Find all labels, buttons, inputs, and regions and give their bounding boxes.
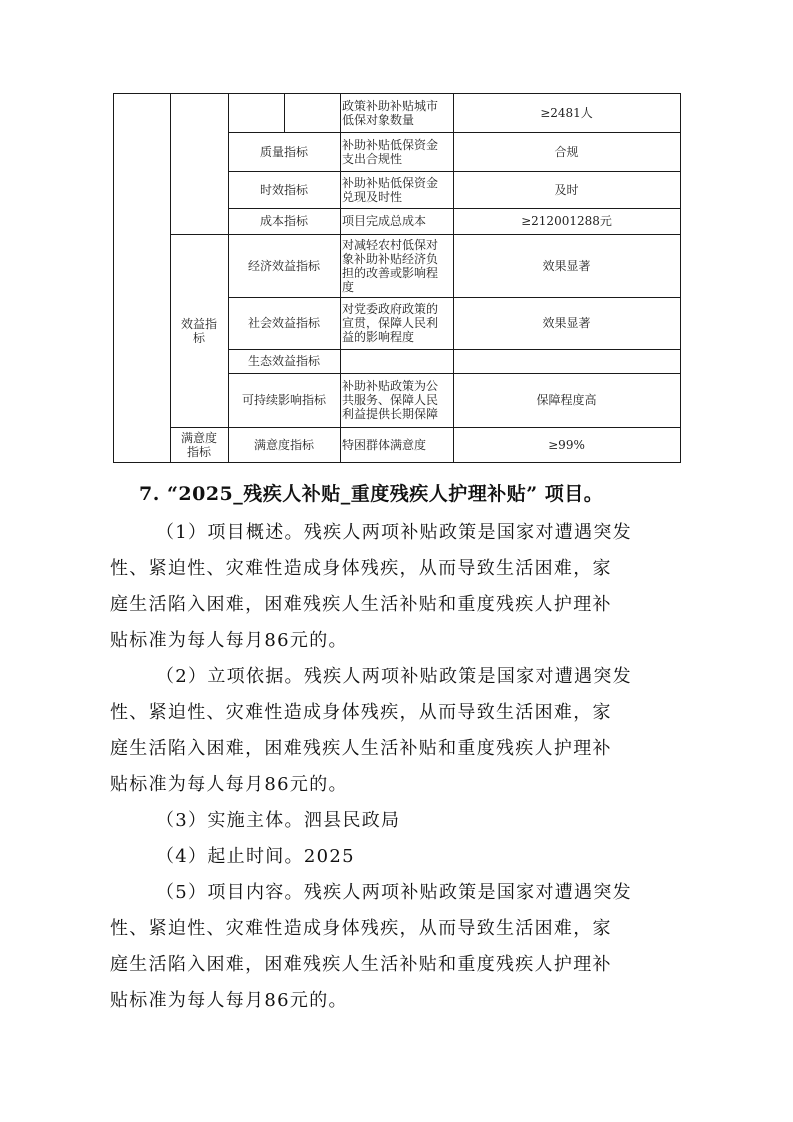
indicator-name-line: 支出合规性 [342, 151, 403, 166]
paragraph-line: 庭生活陷入困难，困难残疾人生活补贴和重度残疾人护理补 [110, 594, 612, 615]
indicator-name [342, 234, 453, 297]
indicator-subcategory: 社会效益指标 [247, 316, 320, 330]
table-border-bottom [113, 462, 681, 463]
indicator-name-line: 象补助补贴经济负 [342, 251, 439, 266]
paragraph [110, 803, 700, 839]
indicator-subcategory: 时效指标 [259, 182, 308, 197]
paragraph-line: 贴标准为每人每月86元的。 [110, 774, 348, 795]
indicator-name [342, 171, 453, 208]
indicator-name-line: 担的改善或影响程 [342, 265, 439, 280]
indicator-name [342, 132, 453, 171]
indicator-subcategory: 质量指标 [259, 144, 308, 159]
section-heading: 7. “2025_残疾人补贴_重度残疾人护理补贴” 项目。 [139, 483, 604, 505]
group-satisfaction-indicator [170, 427, 228, 462]
indicator-name-line: 补助补贴低保资金 [342, 175, 439, 190]
indicator-value: 保障程度高 [536, 393, 597, 407]
paragraph [110, 659, 700, 803]
group-benefit-indicator [170, 234, 228, 427]
paragraph-line: （5）项目内容。残疾人两项补贴政策是国家对遭遇突发 [156, 882, 632, 903]
indicator-name [342, 93, 453, 132]
indicator-name-line: 兑现及时性 [342, 189, 403, 204]
paragraph-line: 性、紧迫性、灾难性造成身体残疾，从而导致生活困难，家 [110, 918, 612, 939]
indicator-name-text [342, 176, 438, 204]
indicator-name-line: 宣贯，保障人民利 [342, 316, 439, 330]
table-border-left [113, 93, 114, 463]
indicator-name-line: 补助补贴低保资金 [342, 137, 439, 152]
paragraph-line: 贴标准为每人每月86元的。 [110, 990, 348, 1011]
indicator-subcategory: 经济效益指标 [247, 258, 320, 273]
indicator-name-line: 项目完成总成本 [342, 214, 427, 228]
paragraph [110, 515, 700, 659]
indicator-name-line: 政策补助补贴城市 [342, 98, 439, 113]
group-satisfaction-indicator-line: 满意度 [180, 430, 217, 445]
paragraph-line: 贴标准为每人每月86元的。 [110, 630, 348, 651]
indicator-name-line: 对减轻农村低保对 [342, 237, 439, 252]
paragraph-line: （4）起止时间。2025 [156, 846, 355, 867]
indicator-name-line: 度 [342, 279, 355, 294]
indicator-name [342, 427, 453, 462]
indicator-name-line: 特困群体满意度 [342, 437, 427, 452]
group-satisfaction-indicator-text [181, 431, 217, 459]
indicator-name-line: 补助补贴政策为公 [342, 379, 439, 393]
indicator-name [342, 297, 453, 349]
indicator-name-text [342, 99, 438, 127]
indicator-name-line: 对党委政府政策的 [342, 302, 439, 316]
indicator-name-text [342, 238, 438, 294]
indicator-value: ≥212001288元 [521, 214, 612, 228]
paragraph-line: 性、紧迫性、灾难性造成身体残疾，从而导致生活困难，家 [110, 558, 612, 579]
indicator-name-text [342, 302, 438, 344]
indicator-subcategory: 可持续影响指标 [241, 393, 326, 407]
indicator-name-line: 共服务、保障人民 [342, 393, 439, 407]
indicator-name-line: 低保对象数量 [342, 112, 415, 127]
paragraph-line: 庭生活陷入困难，困难残疾人生活补贴和重度残疾人护理补 [110, 954, 612, 975]
indicator-name-line: 益的影响程度 [342, 330, 415, 344]
indicator-subcategory: 满意度指标 [253, 437, 314, 452]
paragraph-line: （3）实施主体。泗县民政局 [156, 810, 401, 831]
indicator-name-text [342, 379, 438, 421]
indicator-name-line: 利益提供长期保障 [342, 407, 439, 421]
table-col-line [340, 93, 341, 463]
group-benefit-indicator-text [181, 317, 217, 345]
paragraph-line: 性、紧迫性、灾难性造成身体残疾，从而导致生活困难，家 [110, 702, 612, 723]
indicator-value: ≥2481人 [540, 105, 593, 120]
paragraph-line: （1）项目概述。残疾人两项补贴政策是国家对遭遇突发 [156, 522, 632, 543]
table-border-right [680, 93, 681, 463]
paragraph [110, 839, 700, 875]
group-satisfaction-indicator-line: 指标 [186, 444, 211, 459]
indicator-value: 及时 [554, 182, 579, 197]
table-col-line [284, 93, 285, 132]
paragraph-line: 庭生活陷入困难，困难残疾人生活补贴和重度残疾人护理补 [110, 738, 612, 759]
indicator-name-text [342, 138, 438, 166]
paragraph-line: （2）立项依据。残疾人两项补贴政策是国家对遭遇突发 [156, 666, 632, 687]
group-benefit-indicator-line: 效益指 [180, 316, 217, 331]
indicator-value [453, 349, 680, 373]
paragraph [110, 875, 700, 1019]
indicator-value: 效果显著 [542, 258, 591, 273]
indicator-subcategory: 生态效益指标 [247, 354, 320, 368]
indicator-name-text [342, 214, 426, 228]
indicator-value: ≥99% [548, 437, 585, 452]
indicator-subcategory: 成本指标 [259, 214, 308, 228]
group-benefit-indicator-line: 标 [192, 330, 205, 345]
indicator-value: 合规 [554, 144, 579, 159]
indicator-name [342, 208, 453, 234]
indicator-value: 效果显著 [542, 316, 591, 330]
indicator-name [342, 373, 453, 427]
indicator-name-text [342, 438, 426, 452]
